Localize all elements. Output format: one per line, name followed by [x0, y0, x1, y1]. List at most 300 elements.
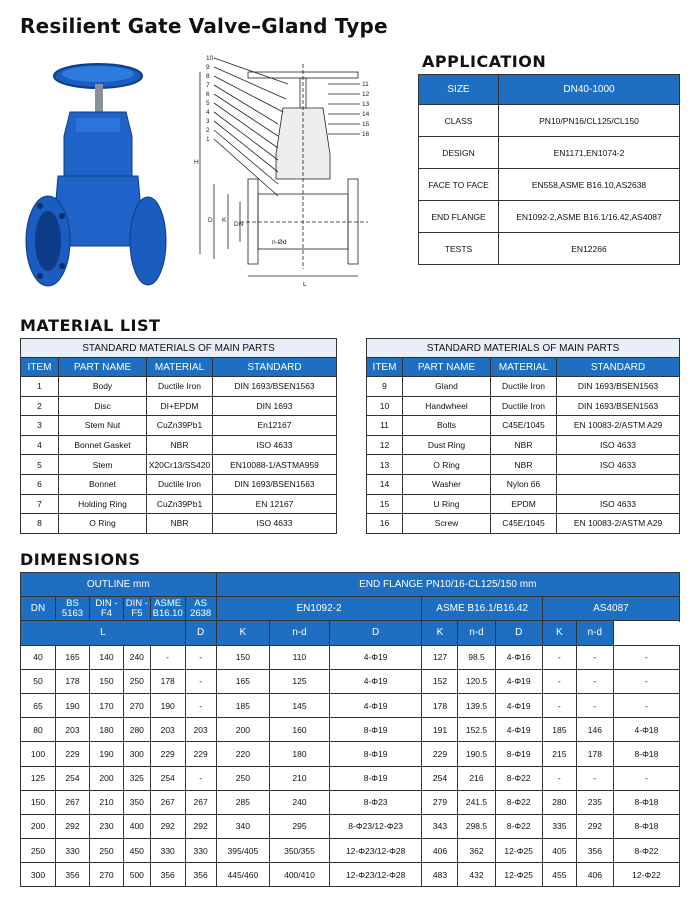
- dimension-cell: 400/410: [270, 863, 330, 887]
- material-row: [21, 455, 337, 475]
- col-standard: STANDARD: [557, 358, 680, 377]
- dimension-cell: 12-Φ25: [495, 863, 542, 887]
- dimension-cell: 450: [123, 839, 150, 863]
- dimension-cell: 150: [89, 669, 123, 693]
- material-row: [367, 435, 680, 455]
- standard-cell: DIN 1693/BSEN1563: [213, 474, 337, 494]
- material-cell: NBR: [147, 514, 213, 534]
- app-tests-label: TESTS: [419, 233, 499, 265]
- standard-cell: EN10088-1/ASTMA959: [213, 455, 337, 475]
- material-row: [21, 416, 337, 436]
- dimension-cell: 395/405: [216, 839, 270, 863]
- material-group-title: STANDARD MATERIALS OF MAIN PARTS: [21, 339, 337, 358]
- dimension-cell: 250: [123, 669, 150, 693]
- standard-cell: EN 12167: [213, 494, 337, 514]
- dimension-cell: 220: [216, 742, 270, 766]
- dimension-cell: 280: [123, 718, 150, 742]
- dimension-cell: 203: [185, 718, 216, 742]
- dimension-cell: 325: [123, 766, 150, 790]
- dn-cell: 100: [21, 742, 56, 766]
- dimension-cell: 330: [150, 839, 185, 863]
- dimension-cell: 292: [576, 814, 613, 838]
- dn-cell: 80: [21, 718, 56, 742]
- part-name-cell: Disc: [59, 396, 147, 416]
- callout-label: 1: [206, 136, 210, 143]
- dimension-row: [21, 839, 680, 863]
- part-name-cell: Stem Nut: [59, 416, 147, 436]
- dimension-cell: 343: [422, 814, 458, 838]
- dimension-cell: 178: [150, 669, 185, 693]
- dimension-cell: -: [576, 693, 613, 717]
- dimension-cell: 241.5: [458, 790, 495, 814]
- app-face-value: EN558,ASME B16.10,AS2638: [499, 169, 680, 201]
- dimension-cell: 254: [56, 766, 90, 790]
- dimension-cell: 8-Φ22: [613, 839, 679, 863]
- dimension-cell: -: [576, 669, 613, 693]
- dimension-cell: 139.5: [458, 693, 495, 717]
- standard-cell: DIN 1693: [213, 396, 337, 416]
- face-col-asme: [150, 597, 185, 621]
- callout-label: 9: [206, 64, 210, 71]
- dimension-cell: 500: [123, 863, 150, 887]
- dimension-cell: 8-Φ22: [495, 766, 542, 790]
- dimension-cell: 8-Φ18: [613, 814, 679, 838]
- dimension-cell: 267: [56, 790, 90, 814]
- item-cell: 5: [21, 455, 59, 475]
- item-cell: 9: [367, 377, 403, 397]
- application-heading: APPLICATION: [422, 52, 547, 71]
- dimension-row: [21, 718, 680, 742]
- dimension-cell: 350: [123, 790, 150, 814]
- page-title: Resilient Gate Valve–Gland Type: [20, 14, 388, 38]
- dimension-cell: 12-Φ22: [613, 863, 679, 887]
- dimension-cell: 216: [458, 766, 495, 790]
- dimension-cell: 335: [542, 814, 576, 838]
- dimension-cell: 455: [542, 863, 576, 887]
- dimension-cell: 152: [422, 669, 458, 693]
- dimension-cell: 8-Φ23/12-Φ23: [329, 814, 422, 838]
- dimension-cell: -: [542, 766, 576, 790]
- material-cell: EPDM: [491, 494, 557, 514]
- sub-k: K: [216, 621, 270, 645]
- face-col-as2638: [185, 597, 216, 621]
- dimension-cell: 8-Φ23: [329, 790, 422, 814]
- app-design-value: EN1171,EN1074-2: [499, 137, 680, 169]
- dimension-cell: 8-Φ19: [495, 742, 542, 766]
- dimension-cell: 279: [422, 790, 458, 814]
- material-row: [21, 474, 337, 494]
- material-cell: DI+EPDM: [147, 396, 213, 416]
- material-cell: Ductile Iron: [491, 377, 557, 397]
- dimension-cell: 285: [216, 790, 270, 814]
- item-cell: 2: [21, 396, 59, 416]
- dimension-cell: 180: [89, 718, 123, 742]
- material-row: [367, 377, 680, 397]
- dimension-cell: 178: [56, 669, 90, 693]
- dimension-cell: 8-Φ19: [329, 742, 422, 766]
- item-cell: 7: [21, 494, 59, 514]
- callout-label: 14: [362, 111, 370, 118]
- dimension-cell: 125: [270, 669, 330, 693]
- sub-nd: n-d: [576, 621, 613, 645]
- dimensions-body: [21, 645, 680, 887]
- face-col-din-f5: [123, 597, 150, 621]
- dimension-cell: 350/355: [270, 839, 330, 863]
- material-cell: CuZn39Pb1: [147, 416, 213, 436]
- item-cell: 15: [367, 494, 403, 514]
- dimension-cell: 240: [270, 790, 330, 814]
- dimensions-table: [20, 572, 680, 887]
- dimension-cell: 191: [422, 718, 458, 742]
- part-name-cell: Gland: [403, 377, 491, 397]
- dimension-cell: 12-Φ23/12-Φ28: [329, 863, 422, 887]
- material-cell: Ductile Iron: [491, 396, 557, 416]
- dn-cell: 65: [21, 693, 56, 717]
- app-design-label: DESIGN: [419, 137, 499, 169]
- dimension-cell: -: [613, 669, 679, 693]
- part-name-cell: Bolts: [403, 416, 491, 436]
- dn-cell: 125: [21, 766, 56, 790]
- dimension-cell: 229: [422, 742, 458, 766]
- dimension-cell: 170: [89, 693, 123, 717]
- dimension-row: [21, 669, 680, 693]
- dimension-row: [21, 742, 680, 766]
- standard-cell: DIN 1693/BSEN1563: [213, 377, 337, 397]
- dimension-label: K: [222, 217, 227, 224]
- dimension-cell: -: [185, 645, 216, 669]
- dimension-row: [21, 863, 680, 887]
- callout-label: 7: [206, 82, 210, 89]
- dimension-cell: 240: [123, 645, 150, 669]
- standard-cell: ISO 4633: [557, 435, 680, 455]
- dimension-cell: 185: [542, 718, 576, 742]
- dimension-cell: 406: [576, 863, 613, 887]
- dimension-cell: 356: [576, 839, 613, 863]
- dn-cell: 150: [21, 790, 56, 814]
- dimension-cell: 110: [270, 645, 330, 669]
- part-name-cell: O Ring: [403, 455, 491, 475]
- dimension-cell: 292: [150, 814, 185, 838]
- dimension-cell: 270: [123, 693, 150, 717]
- col-part-name: PART NAME: [59, 358, 147, 377]
- valve-photo: [20, 56, 170, 296]
- app-flange-value: EN1092-2,ASME B16.1/16.42,AS4087: [499, 201, 680, 233]
- dimension-cell: 4-Φ19: [329, 645, 422, 669]
- app-size-value: DN40-1000: [499, 75, 680, 105]
- dimension-cell: 178: [576, 742, 613, 766]
- part-name-cell: Screw: [403, 514, 491, 534]
- standard-cell: DIN 1693/BSEN1563: [557, 396, 680, 416]
- group-as4087: AS4087: [542, 597, 679, 621]
- material-cell: C45E/1045: [491, 514, 557, 534]
- app-class-label: CLASS: [419, 105, 499, 137]
- dimension-cell: 292: [185, 814, 216, 838]
- dimension-cell: 267: [185, 790, 216, 814]
- face-col-label: DIN -F5: [125, 597, 148, 619]
- dimension-cell: 229: [56, 742, 90, 766]
- dimension-row: [21, 814, 680, 838]
- dimension-cell: 230: [89, 814, 123, 838]
- dimension-cell: 330: [185, 839, 216, 863]
- dimension-cell: -: [576, 766, 613, 790]
- dimension-cell: -: [576, 645, 613, 669]
- face-col-din-f4: [89, 597, 123, 621]
- part-name-cell: Stem: [59, 455, 147, 475]
- callout-label: 15: [362, 121, 370, 128]
- dimension-cell: 152.5: [458, 718, 495, 742]
- dn-cell: 300: [21, 863, 56, 887]
- dimensions-heading: DIMENSIONS: [20, 550, 141, 569]
- part-name-cell: Body: [59, 377, 147, 397]
- dimension-cell: 178: [422, 693, 458, 717]
- material-left-body: [21, 377, 337, 534]
- dimension-cell: 165: [56, 645, 90, 669]
- part-name-cell: Bonnet Gasket: [59, 435, 147, 455]
- callout-label: 2: [206, 127, 210, 134]
- dimension-cell: 8-Φ18: [613, 790, 679, 814]
- dn-cell: 250: [21, 839, 56, 863]
- dimension-cell: 254: [422, 766, 458, 790]
- material-cell: CuZn39Pb1: [147, 494, 213, 514]
- part-name-cell: Bonnet: [59, 474, 147, 494]
- dimension-cell: 4-Φ16: [495, 645, 542, 669]
- end-flange-header: END FLANGE PN10/16-CL125/150 mm: [216, 573, 679, 597]
- dn-cell: 200: [21, 814, 56, 838]
- dimension-cell: 4-Φ19: [495, 669, 542, 693]
- dimension-cell: 267: [150, 790, 185, 814]
- l-header: L: [21, 621, 186, 645]
- dimension-cell: 445/460: [216, 863, 270, 887]
- material-table-left: [20, 338, 337, 534]
- face-col-label: AS 2638: [190, 597, 212, 619]
- standard-cell: [557, 474, 680, 494]
- app-size-label: SIZE: [419, 75, 499, 105]
- callout-label: 11: [362, 81, 369, 88]
- material-cell: NBR: [491, 435, 557, 455]
- dimension-cell: 215: [542, 742, 576, 766]
- dimension-row: [21, 645, 680, 669]
- sub-d: D: [495, 621, 542, 645]
- dimension-cell: 180: [270, 742, 330, 766]
- dimension-cell: 362: [458, 839, 495, 863]
- part-name-cell: O Ring: [59, 514, 147, 534]
- dimension-row: [21, 790, 680, 814]
- dimension-label: DN: [234, 221, 244, 228]
- face-col-label: DIN -F4: [95, 597, 118, 619]
- standard-cell: ISO 4633: [213, 514, 337, 534]
- material-row: [367, 494, 680, 514]
- standard-cell: EN 10083-2/ASTM A29: [557, 416, 680, 436]
- dimension-cell: 165: [216, 669, 270, 693]
- dimension-cell: 140: [89, 645, 123, 669]
- col-part-name: PART NAME: [403, 358, 491, 377]
- material-list-heading: MATERIAL LIST: [20, 316, 161, 335]
- dimension-cell: 190: [89, 742, 123, 766]
- app-flange-label: END FLANGE: [419, 201, 499, 233]
- dimension-cell: 229: [150, 742, 185, 766]
- dimension-cell: 200: [89, 766, 123, 790]
- dimension-cell: 127: [422, 645, 458, 669]
- dimension-cell: 190.5: [458, 742, 495, 766]
- dimension-cell: 356: [185, 863, 216, 887]
- item-cell: 14: [367, 474, 403, 494]
- group-asme: ASME B16.1/B16.42: [422, 597, 542, 621]
- col-item: ITEM: [21, 358, 59, 377]
- part-name-cell: Dust Ring: [403, 435, 491, 455]
- dimension-cell: 203: [150, 718, 185, 742]
- material-cell: Nylon 66: [491, 474, 557, 494]
- dimension-cell: 190: [56, 693, 90, 717]
- dimension-cell: 146: [576, 718, 613, 742]
- callout-label: 4: [206, 109, 210, 116]
- col-material: MATERIAL: [147, 358, 213, 377]
- standard-cell: DIN 1693/BSEN1563: [557, 377, 680, 397]
- material-row: [21, 396, 337, 416]
- dimension-cell: 210: [270, 766, 330, 790]
- material-row: [367, 455, 680, 475]
- dimension-cell: 235: [576, 790, 613, 814]
- material-table-right: [366, 338, 680, 534]
- part-name-cell: U Ring: [403, 494, 491, 514]
- material-group-title: STANDARD MATERIALS OF MAIN PARTS: [367, 339, 680, 358]
- dimension-cell: 330: [56, 839, 90, 863]
- dimension-cell: 280: [542, 790, 576, 814]
- face-col-label: BS 5163: [61, 597, 84, 619]
- item-cell: 13: [367, 455, 403, 475]
- dimension-cell: -: [185, 669, 216, 693]
- application-table: [418, 74, 680, 265]
- dimension-cell: 200: [216, 718, 270, 742]
- dn-cell: 50: [21, 669, 56, 693]
- part-name-cell: Washer: [403, 474, 491, 494]
- standard-cell: ISO 4633: [557, 455, 680, 475]
- dimension-cell: 4-Φ19: [495, 718, 542, 742]
- app-tests-value: EN12266: [499, 233, 680, 265]
- standard-cell: ISO 4633: [213, 435, 337, 455]
- dimension-cell: 300: [123, 742, 150, 766]
- dimension-cell: -: [185, 693, 216, 717]
- dimension-cell: 8-Φ19: [329, 718, 422, 742]
- dimension-cell: 254: [150, 766, 185, 790]
- standard-cell: EN 10083-2/ASTM A29: [557, 514, 680, 534]
- dimension-cell: 270: [89, 863, 123, 887]
- group-en1092: EN1092-2: [216, 597, 422, 621]
- sub-k: K: [422, 621, 458, 645]
- part-name-cell: Handwheel: [403, 396, 491, 416]
- callout-label: 8: [206, 73, 210, 80]
- material-row: [367, 416, 680, 436]
- material-cell: Ductile Iron: [147, 377, 213, 397]
- dimension-cell: 483: [422, 863, 458, 887]
- material-row: [367, 514, 680, 534]
- item-cell: 1: [21, 377, 59, 397]
- dimension-cell: 250: [216, 766, 270, 790]
- dimension-cell: 190: [150, 693, 185, 717]
- app-face-label: FACE TO FACE: [419, 169, 499, 201]
- material-row: [21, 435, 337, 455]
- dimension-label: L: [303, 281, 307, 288]
- dimension-cell: 210: [89, 790, 123, 814]
- material-cell: C45E/1045: [491, 416, 557, 436]
- dimension-cell: 250: [89, 839, 123, 863]
- standard-cell: ISO 4633: [557, 494, 680, 514]
- col-material: MATERIAL: [491, 358, 557, 377]
- dimension-cell: 150: [216, 645, 270, 669]
- dimension-cell: 340: [216, 814, 270, 838]
- dimension-cell: 4-Φ18: [613, 718, 679, 742]
- dimension-cell: 356: [56, 863, 90, 887]
- dimension-cell: 12-Φ25: [495, 839, 542, 863]
- dimension-cell: 8-Φ19: [329, 766, 422, 790]
- item-cell: 11: [367, 416, 403, 436]
- callout-label: 3: [206, 118, 210, 125]
- dimension-cell: 4-Φ19: [329, 693, 422, 717]
- material-cell: NBR: [147, 435, 213, 455]
- dimension-row: [21, 693, 680, 717]
- callout-label: 16: [362, 131, 370, 138]
- callout-label: 12: [362, 91, 370, 98]
- item-cell: 8: [21, 514, 59, 534]
- dimension-cell: 8-Φ22: [495, 814, 542, 838]
- material-cell: Ductile Iron: [147, 474, 213, 494]
- sub-k: K: [542, 621, 576, 645]
- material-row: [21, 494, 337, 514]
- dn-cell: 40: [21, 645, 56, 669]
- item-cell: 10: [367, 396, 403, 416]
- dimension-cell: -: [150, 645, 185, 669]
- dimension-cell: -: [613, 645, 679, 669]
- dimension-cell: -: [185, 766, 216, 790]
- material-right-body: [367, 377, 680, 534]
- dimension-cell: 4-Φ19: [495, 693, 542, 717]
- material-row: [21, 377, 337, 397]
- valve-section-drawing: [178, 44, 383, 294]
- dimension-cell: 120.5: [458, 669, 495, 693]
- dimension-label: n-Ød: [272, 239, 287, 246]
- item-cell: 3: [21, 416, 59, 436]
- dimension-cell: 400: [123, 814, 150, 838]
- callout-label: 10: [206, 55, 214, 62]
- dimension-cell: 405: [542, 839, 576, 863]
- dn-header: DN: [21, 597, 56, 621]
- dimension-cell: 8-Φ18: [613, 742, 679, 766]
- callout-label: 5: [206, 100, 210, 107]
- app-class-value: PN10/PN16/CL125/CL150: [499, 105, 680, 137]
- dimension-cell: 406: [422, 839, 458, 863]
- dimension-cell: 145: [270, 693, 330, 717]
- face-col-label: ASME B16.10: [152, 597, 183, 619]
- dimension-cell: -: [542, 693, 576, 717]
- col-standard: STANDARD: [213, 358, 337, 377]
- dimension-cell: 229: [185, 742, 216, 766]
- dimension-cell: -: [542, 669, 576, 693]
- material-row: [21, 514, 337, 534]
- sub-d: D: [329, 621, 422, 645]
- item-cell: 4: [21, 435, 59, 455]
- sub-nd: n-d: [270, 621, 330, 645]
- standard-cell: En12167: [213, 416, 337, 436]
- dimension-cell: 298.5: [458, 814, 495, 838]
- item-cell: 6: [21, 474, 59, 494]
- dimension-cell: -: [613, 693, 679, 717]
- face-col-bs5163: [56, 597, 90, 621]
- dimension-cell: 160: [270, 718, 330, 742]
- sub-nd: n-d: [458, 621, 495, 645]
- dimension-cell: 203: [56, 718, 90, 742]
- material-cell: X20Cr13/SS420: [147, 455, 213, 475]
- dimension-cell: 432: [458, 863, 495, 887]
- item-cell: 12: [367, 435, 403, 455]
